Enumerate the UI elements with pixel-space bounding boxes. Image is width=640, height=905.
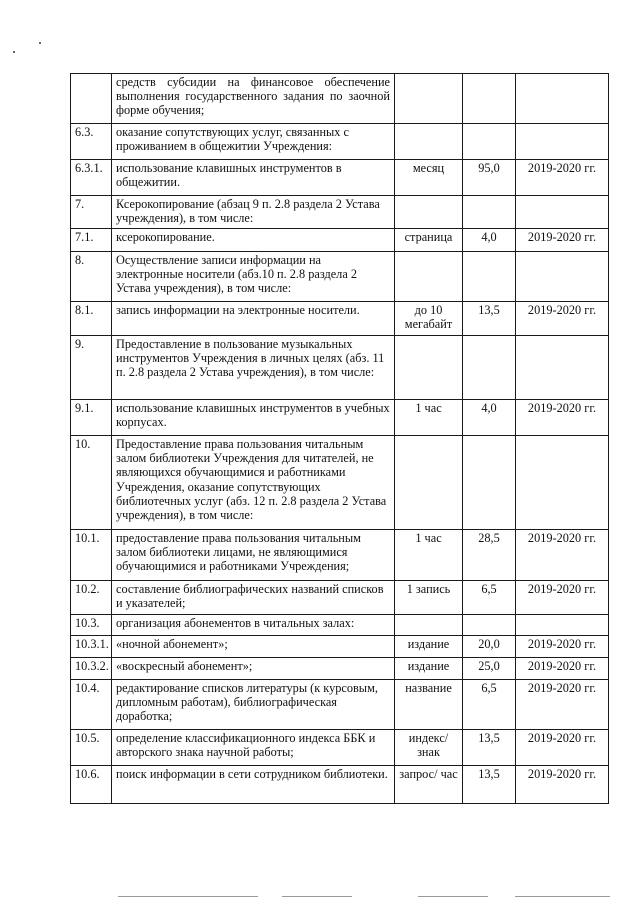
unit-of-measure: до 10 мегабайт (395, 302, 463, 336)
row-number: 10.3. (71, 615, 112, 636)
unit-of-measure: издание (395, 636, 463, 658)
table-row (71, 615, 609, 636)
tariff-table (70, 73, 609, 804)
table-row (71, 400, 609, 436)
period (516, 615, 609, 636)
price (463, 615, 516, 636)
period (516, 252, 609, 302)
scan-edge-line (118, 896, 258, 897)
price: 28,5 (463, 530, 516, 581)
period: 2019-2020 гг. (516, 581, 609, 615)
row-number: 10.1. (71, 530, 112, 581)
service-description: поиск информации в сети сотрудником библиотеки. (112, 766, 395, 804)
unit-of-measure (395, 124, 463, 160)
price (463, 124, 516, 160)
period: 2019-2020 гг. (516, 302, 609, 336)
price (463, 196, 516, 229)
table-row (71, 124, 609, 160)
period: 2019-2020 гг. (516, 160, 609, 196)
unit-of-measure: индекс/ знак (395, 730, 463, 766)
price: 6,5 (463, 680, 516, 730)
period: 2019-2020 гг. (516, 229, 609, 252)
service-description: использование клавишных инструментов в учебных корпусах. (112, 400, 395, 436)
service-description: Предоставление права пользования читальным залом библиотеки Учреждения для читателей, не являющихся обучающимися и работниками Учреждения, оказание сопутствующих библиотечных услуг (абз. 12 п. 2.8 раздела 2 Устава учреждения), в том числе: (112, 436, 395, 530)
row-number: 10.2. (71, 581, 112, 615)
unit-of-measure: 1 час (395, 400, 463, 436)
price: 4,0 (463, 229, 516, 252)
unit-of-measure: страница (395, 229, 463, 252)
table-row (71, 730, 609, 766)
unit-of-measure (395, 336, 463, 400)
service-description: Ксерокопирование (абзац 9 п. 2.8 раздела 2 Устава учреждения), в том числе: (112, 196, 395, 229)
service-description: оказание сопутствующих услуг, связанных с проживанием в общежитии Учреждения: (112, 124, 395, 160)
table-row (71, 160, 609, 196)
row-number: 10.3.1. (71, 636, 112, 658)
service-description: Предоставление в пользование музыкальных инструментов Учреждения в личных целях (абз. 11 п. 2.8 раздела 2 Устава учреждения), в том числе: (112, 336, 395, 400)
row-number: 7. (71, 196, 112, 229)
price: 25,0 (463, 658, 516, 680)
scan-edge-line (418, 896, 488, 897)
unit-of-measure (395, 252, 463, 302)
row-number: 6.3. (71, 124, 112, 160)
row-number: 10. (71, 436, 112, 530)
period: 2019-2020 гг. (516, 730, 609, 766)
service-description: ксерокопирование. (112, 229, 395, 252)
table-row (71, 196, 609, 229)
table-row (71, 658, 609, 680)
row-number (71, 74, 112, 124)
unit-of-measure: месяц (395, 160, 463, 196)
unit-of-measure: запрос/ час (395, 766, 463, 804)
service-description: Осуществление записи информации на электронные носители (абз.10 п. 2.8 раздела 2 Устава учреждения), в том числе: (112, 252, 395, 302)
row-number: 8. (71, 252, 112, 302)
unit-of-measure: издание (395, 658, 463, 680)
service-description: предоставление права пользования читальным залом библиотеки лицами, не являющимися обучающимися и работниками Учреждения; (112, 530, 395, 581)
service-description: составление библиографических названий списков и указателей; (112, 581, 395, 615)
price (463, 436, 516, 530)
table-row (71, 229, 609, 252)
service-description: средств субсидии на финансовое обеспечение выполнения государственного задания по заочной форме обучения; (112, 74, 395, 124)
unit-of-measure: 1 запись (395, 581, 463, 615)
period (516, 336, 609, 400)
period (516, 196, 609, 229)
service-description: определение классификационного индекса ББК и авторского знака научной работы; (112, 730, 395, 766)
period: 2019-2020 гг. (516, 530, 609, 581)
period: 2019-2020 гг. (516, 680, 609, 730)
price (463, 252, 516, 302)
price: 4,0 (463, 400, 516, 436)
price: 13,5 (463, 766, 516, 804)
unit-of-measure (395, 196, 463, 229)
table-row (71, 581, 609, 615)
service-description: использование клавишных инструментов в общежитии. (112, 160, 395, 196)
period (516, 124, 609, 160)
row-number: 6.3.1. (71, 160, 112, 196)
service-description: запись информации на электронные носители. (112, 302, 395, 336)
price: 13,5 (463, 730, 516, 766)
row-number: 10.4. (71, 680, 112, 730)
unit-of-measure (395, 74, 463, 124)
service-description: «ночной абонемент»; (112, 636, 395, 658)
period: 2019-2020 гг. (516, 766, 609, 804)
price (463, 336, 516, 400)
unit-of-measure (395, 436, 463, 530)
table-row (71, 302, 609, 336)
table-row (71, 252, 609, 302)
scan-speck (13, 51, 15, 53)
unit-of-measure: название (395, 680, 463, 730)
price (463, 74, 516, 124)
row-number: 9.1. (71, 400, 112, 436)
period: 2019-2020 гг. (516, 400, 609, 436)
service-description: редактирование списков литературы (к курсовым, дипломным работам), библиографическая доработка; (112, 680, 395, 730)
price: 6,5 (463, 581, 516, 615)
period: 2019-2020 гг. (516, 658, 609, 680)
price: 13,5 (463, 302, 516, 336)
row-number: 10.6. (71, 766, 112, 804)
row-number: 8.1. (71, 302, 112, 336)
table-row (71, 436, 609, 530)
period: 2019-2020 гг. (516, 636, 609, 658)
scan-edge-line (515, 896, 610, 897)
table-row (71, 766, 609, 804)
unit-of-measure: 1 час (395, 530, 463, 581)
unit-of-measure (395, 615, 463, 636)
scan-edge-line (282, 896, 352, 897)
row-number: 7.1. (71, 229, 112, 252)
period (516, 436, 609, 530)
row-number: 9. (71, 336, 112, 400)
table-row (71, 336, 609, 400)
table-row (71, 636, 609, 658)
row-number: 10.5. (71, 730, 112, 766)
service-description: «воскресный абонемент»; (112, 658, 395, 680)
price: 95,0 (463, 160, 516, 196)
period (516, 74, 609, 124)
table-row (71, 680, 609, 730)
table-row (71, 530, 609, 581)
row-number: 10.3.2. (71, 658, 112, 680)
price: 20,0 (463, 636, 516, 658)
scan-speck (39, 42, 41, 44)
table-row (71, 74, 609, 124)
service-description: организация абонементов в читальных залах: (112, 615, 395, 636)
